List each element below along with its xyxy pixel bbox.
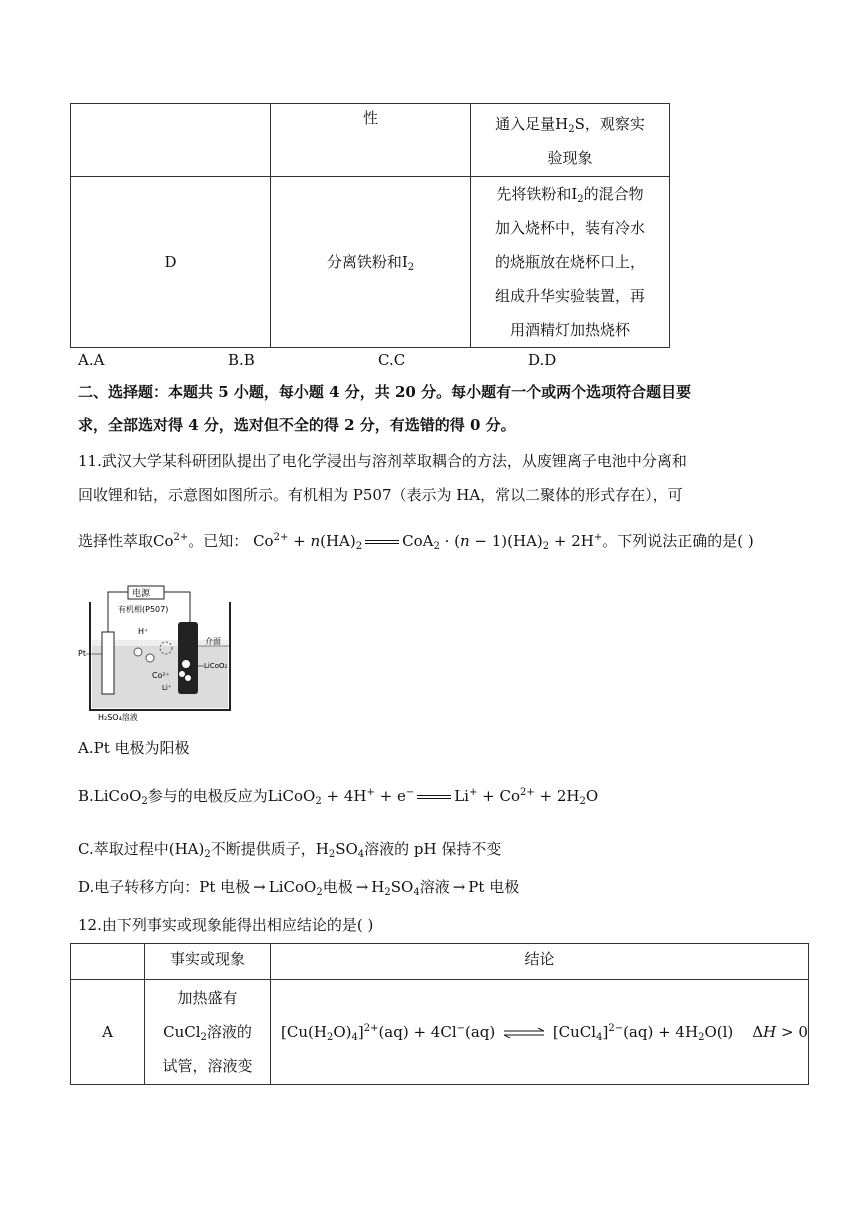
q10-row-label: D — [71, 177, 271, 348]
q11-stem-line2: 回收锂和钴，示意图如图所示。有机相为 P507（表示为 HA，常以二聚体的形式存在），可 — [78, 486, 683, 504]
q12-header-blank — [71, 944, 145, 980]
li-label: Li⁺ — [162, 684, 172, 692]
q12-row-conclusion: $[Cu(H_2O)_4]^{2+}(aq) + 4Cl^-(aq)$ [CuCl$_4$]$^{2-}$(aq) + $4H_2O(l)$ ΔH > 0 — [271, 980, 809, 1085]
licoo2-label: LiCoO₂ — [204, 662, 228, 670]
solution-label: H₂SO₄溶液 — [98, 713, 138, 722]
q10-table-cell: 性 — [271, 104, 471, 177]
q10-table-cell: 分离铁粉和$I_2$ — [271, 177, 471, 348]
q10-table-cell: 通入足量$H_2S$，观察实 验现象 — [471, 104, 670, 177]
power-label: 电源 — [132, 589, 151, 599]
h-plus-label: H⁺ — [138, 627, 149, 636]
q11-option-b[interactable]: B.LiCoO$_2$参与的电极反应为LiCoO$_2$ + 4H+ + e− $Li^+ + Co^{2+} + 2H_2O$ — [78, 787, 599, 807]
pt-electrode — [102, 632, 114, 694]
q12-header-fact: 事实或现象 — [145, 944, 271, 980]
electrolysis-diagram — [78, 582, 258, 722]
q10-option-b[interactable]: B.B — [228, 351, 255, 369]
q10-option-d[interactable]: D.D — [528, 351, 557, 369]
pt-label: Pt — [78, 649, 86, 658]
q11-stem-line1: 11.武汉大学某科研团队提出了电化学浸出与溶剂萃取耦合的方法，从废锂离子电池中分离和 — [78, 452, 687, 470]
co-label: Co²⁺ — [152, 671, 170, 680]
q10-option-a[interactable]: A.A — [78, 351, 105, 369]
q10-table-cell: 先将铁粉和$I_2$的混合物 加入烧杯中，装有冷水 的烧瓶放在烧杯口上， 组成升华实验装置，再 用酒精灯加热烧杯 — [471, 177, 670, 348]
q11-stem-line3: 选择性萃取$Co^{2+}$。已知： $Co^{2+} + n(HA)_2$ $CoA_2 \cdot (n - 1)(HA)_2 + 2H^+$。下列说法正确的是( ) — [78, 532, 754, 552]
licoo2-electrode — [178, 622, 198, 694]
reversible-arrow-icon — [504, 1028, 544, 1038]
q12-row-label: A — [71, 980, 145, 1085]
q12-row-fact: 加热盛有 CuCl$_2$溶液的 试管，溶液变 — [145, 980, 271, 1085]
q11-option-d[interactable]: D.电子转移方向：Pt 电极 → LiCoO$_2$电极 → $H_2SO_4$溶液 → Pt 电极 — [78, 878, 520, 898]
q11-option-c[interactable]: C.萃取过程中$(HA)_2$不断提供质子，$H_2SO_4$溶液的 pH 保持不变 — [78, 840, 502, 860]
q10-option-c[interactable]: C.C — [378, 351, 406, 369]
section-heading-line1: 二、选择题：本题共 5 小题，每小题 4 分，共 20 分。每小题有一个或两个选项符合题目要 — [78, 383, 692, 401]
q11-option-a[interactable]: A.Pt 电极为阳极 — [78, 739, 190, 757]
q12-header-conclusion: 结论 — [271, 944, 809, 980]
q12-stem: 12.由下列事实或现象能得出相应结论的是( ) — [78, 916, 374, 934]
section-heading-line2: 求，全部选对得 4 分，选对但不全的得 2 分，有选错的得 0 分。 — [78, 416, 516, 434]
q10-table-cell — [71, 104, 271, 177]
interface-label: 介面 — [205, 637, 221, 646]
q10-table — [70, 103, 670, 348]
organic-phase-label: 有机相(P507) — [118, 605, 169, 614]
q12-table — [70, 943, 809, 1085]
